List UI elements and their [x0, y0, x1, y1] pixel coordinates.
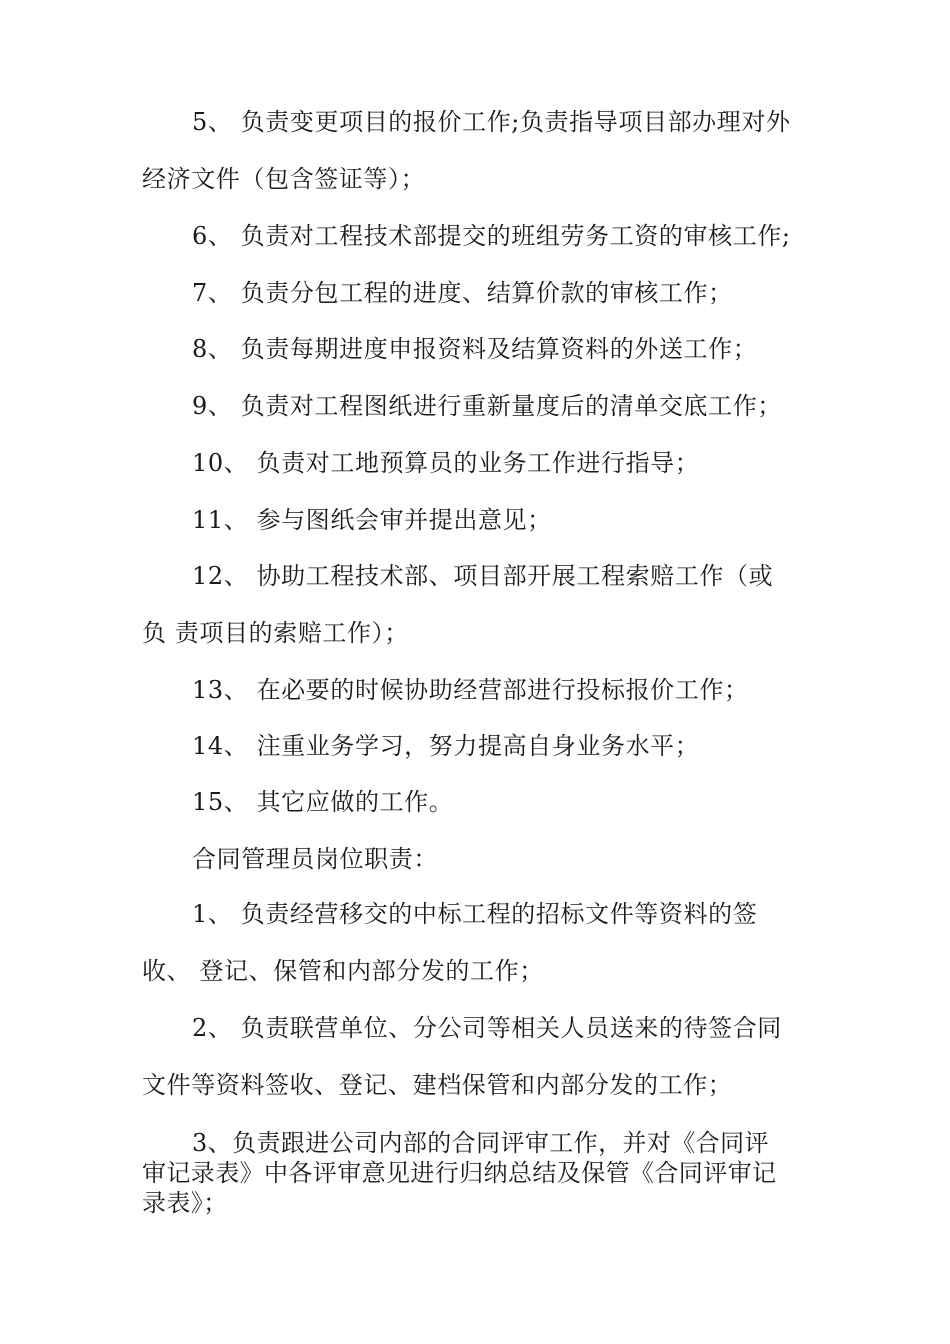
- paragraph-line: 11、 参与图纸会审并提出意见；: [192, 506, 552, 534]
- paragraph-line: 录表》；: [142, 1189, 228, 1217]
- paragraph-line: 负 责项目的索赔工作）；: [142, 619, 409, 647]
- section-heading: 合同管理员岗位职责：: [192, 845, 438, 873]
- paragraph-line: 经济文件（包含签证等）；: [142, 165, 426, 193]
- paragraph-line: 10、 负责对工地预算员的业务工作进行指导；: [192, 449, 700, 477]
- paragraph-line: 6、 负责对工程技术部提交的班组劳务工资的审核工作;: [192, 222, 791, 250]
- paragraph-line: 1、 负责经营移交的中标工程的招标文件等资料的签: [192, 900, 758, 928]
- paragraph-line: 9、 负责对工程图纸进行重新量度后的清单交底工作；: [192, 392, 782, 420]
- paragraph-line: 15、 其它应做的工作。: [192, 788, 454, 816]
- paragraph-line: 5、 负责变更项目的报价工作;负责指导项目部办理对外: [192, 108, 791, 136]
- paragraph-line: 收、 登记、保管和内部分发的工作；: [142, 957, 544, 985]
- paragraph-line: 14、 注重业务学习，努力提高自身业务水平；: [192, 732, 700, 760]
- paragraph-line: 13、 在必要的时候协助经营部进行投标报价工作；: [192, 676, 749, 704]
- paragraph-line: 7、 负责分包工程的进度、结算价款的审核工作；: [192, 279, 733, 307]
- paragraph-line: 文件等资料签收、登记、建档保管和内部分发的工作；: [142, 1071, 733, 1099]
- paragraph-line: 3、负责跟进公司内部的合同评审工作，并对《合同评: [192, 1129, 769, 1157]
- paragraph-line: 审记录表》中各评审意见进行归纳总结及保管《合同评审记: [142, 1159, 777, 1187]
- paragraph-line: 8、 负责每期进度申报资料及结算资料的外送工作；: [192, 335, 758, 363]
- paragraph-line: 12、 协助工程技术部、项目部开展工程索赔工作（或: [192, 562, 774, 590]
- paragraph-line: 2、 负责联营单位、分公司等相关人员送来的待签合同: [192, 1014, 782, 1042]
